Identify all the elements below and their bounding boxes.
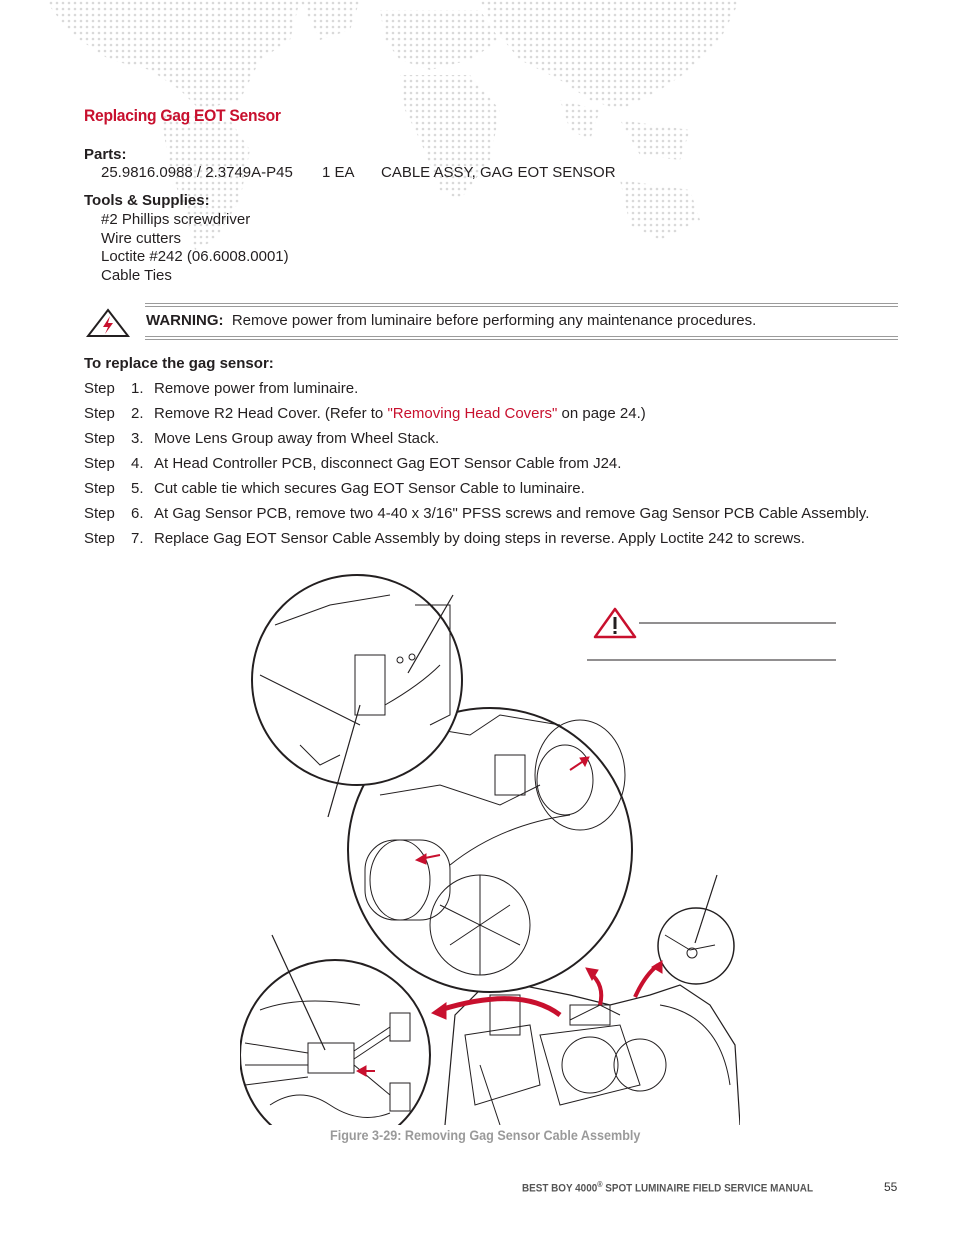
step-text: Cut cable tie which secures Gag EOT Sensor Cable to luminaire. [154,480,585,497]
step-text: At Gag Sensor PCB, remove two 4-40 x 3/16" PFSS screws and remove Gag Sensor PCB Cable Assembly. [154,505,870,522]
warning-bottom-rule [145,336,898,340]
part-qty: 1 EA [322,164,355,181]
parts-heading: Parts: [84,146,127,163]
tool-item: #2 Phillips screwdriver [101,211,251,228]
step-word: Step [84,380,115,397]
step-word: Step [84,530,115,547]
step-number: 3. [131,430,144,447]
part-number: 25.9816.0988 / 2.3749A-P45 [101,164,293,181]
manual-subtitle: SPOT LUMINAIRE FIELD SERVICE MANUAL [602,1182,814,1195]
tool-item: Loctite #242 (06.6008.0001) [101,248,289,265]
step-text: Replace Gag EOT Sensor Cable Assembly by doing steps in reverse. Apply Loctite 242 to screws. [154,530,805,547]
step-number: 7. [131,530,144,547]
manual-title: BEST BOY 4000 [522,1182,598,1195]
step-word: Step [84,405,115,422]
step-number: 1. [131,380,144,397]
step-number: 4. [131,455,144,472]
step-number: 6. [131,505,144,522]
tools-heading: Tools & Supplies: [84,192,210,209]
step-word: Step [84,505,115,522]
caution-callout [587,605,839,663]
warning-label: WARNING: [146,312,224,329]
step-number: 2. [131,405,144,422]
step-text-before: Remove R2 Head Cover. (Refer to [154,405,388,422]
caution-triangle-icon [595,609,635,637]
warning-message [146,312,756,329]
warning-top-rule [145,303,898,307]
step-number: 5. [131,480,144,497]
removing-head-covers-link[interactable]: "Removing Head Covers" [387,405,558,422]
step-word: Step [84,455,115,472]
step-word: Step [84,430,115,447]
step-text: Move Lens Group away from Wheel Stack. [154,430,440,447]
section-title: Replacing Gag EOT Sensor [84,106,281,125]
registered-mark: ® [597,1180,603,1189]
part-description: CABLE ASSY, GAG EOT SENSOR [381,164,616,181]
tool-item: Cable Ties [101,267,172,284]
step-word: Step [84,480,115,497]
step-text: At Head Controller PCB, disconnect Gag EOT Sensor Cable from J24. [154,455,622,472]
electrical-hazard-icon [86,308,130,338]
page-number: 55 [884,1180,898,1194]
step-text-after: on page 24.) [557,405,646,422]
warning-text: Remove power from luminaire before performing any maintenance procedures. [231,312,757,329]
footer-manual-title [522,1180,813,1195]
procedure-heading: To replace the gag sensor: [84,355,274,372]
step-text: Remove power from luminaire. [154,380,359,397]
figure-caption: Figure 3-29: Removing Gag Sensor Cable Assembly [330,1127,641,1143]
tool-item: Wire cutters [101,230,182,247]
step-text [154,405,646,422]
